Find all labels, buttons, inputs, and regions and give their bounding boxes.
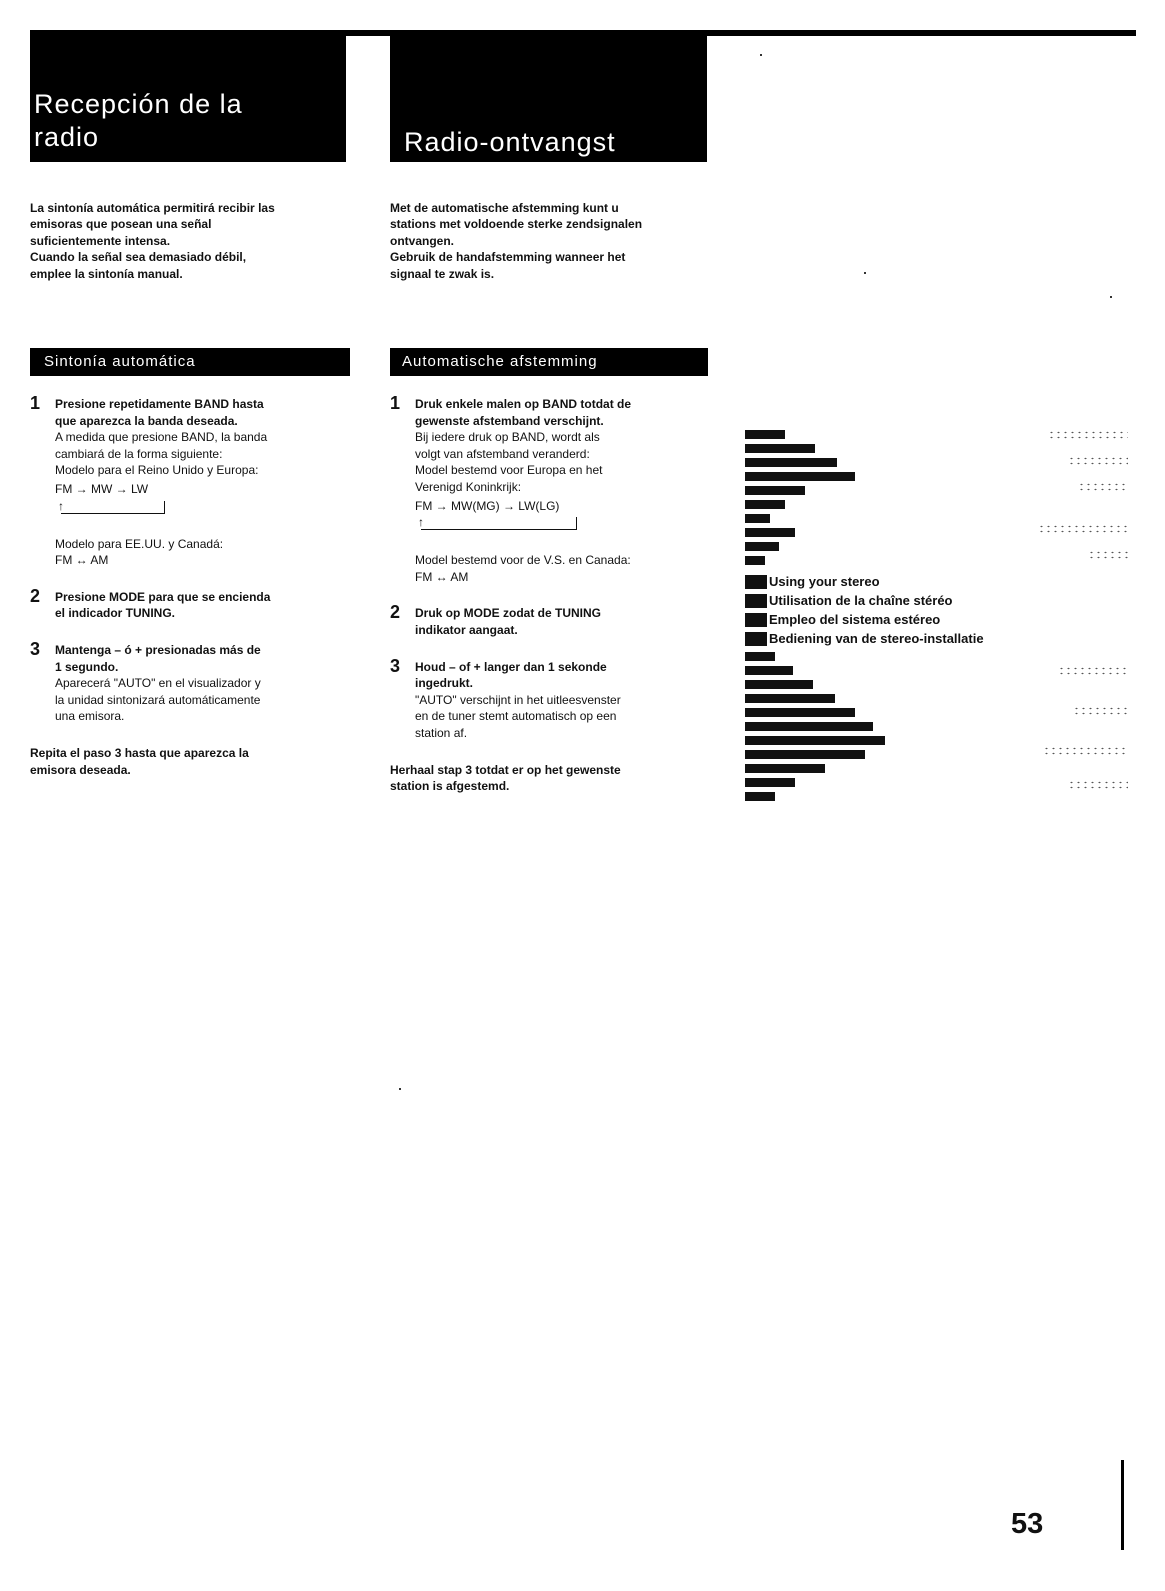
step-heading-line: gewenste afstemband verschijnt. [415, 413, 604, 428]
page-title-dutch: Radio-ontvangst [404, 127, 616, 157]
tab-entry [745, 629, 1128, 648]
tab-marker [745, 575, 767, 589]
step-body-line: station af. [415, 725, 468, 740]
step-body-line: una emisora. [55, 709, 125, 724]
scan-speck [864, 272, 866, 274]
tab-dots [1073, 706, 1128, 715]
step-heading-line: ingedrukt. [415, 676, 474, 691]
step-body-line: en de tuner stemt automatisch op een [415, 709, 617, 724]
intro-line: La sintonía automática permitirá recibir las [30, 201, 275, 215]
page-number: 53 [1011, 1508, 1044, 1540]
tab-bar [745, 542, 779, 551]
tab-bar [745, 486, 805, 495]
tab-bar [745, 556, 765, 565]
tab-bar [745, 458, 837, 467]
tab-marker [745, 632, 767, 646]
step-body-line: Bij iedere druk op BAND, wordt als [415, 430, 600, 445]
band-cycle-diagram [55, 481, 360, 514]
step-3 [30, 638, 360, 725]
step-2 [390, 602, 720, 638]
tab-bar [745, 514, 770, 523]
intro-line: emisoras que posean una señal [30, 217, 212, 232]
tab-bar [745, 680, 813, 689]
tab-entry [745, 591, 1128, 610]
scan-speck [1110, 296, 1112, 298]
step-body-line: A medida que presione BAND, la banda [55, 430, 268, 445]
step-heading-line: Druk enkele malen op BAND totdat de [415, 397, 632, 411]
intro-line: ontvangen. [390, 233, 455, 248]
section-heading-dutch: Automatische afstemming [390, 348, 708, 376]
step-number: 3 [30, 638, 41, 659]
loop-line [61, 513, 165, 514]
tab-bar [745, 666, 793, 675]
loop-end [576, 517, 577, 530]
closing-line: emisora deseada. [30, 762, 131, 777]
step-heading-line: Houd – of + langer dan 1 sekonde [415, 659, 607, 674]
step-body-line: cambiará de la forma siguiente: [55, 446, 223, 461]
tab-dots [1038, 524, 1128, 533]
step-body-line: Model bestemd voor de V.S. en Canada: [415, 553, 631, 568]
step-3 [390, 655, 720, 742]
band-sequence: FM → MW → LW [55, 481, 149, 496]
step-heading-line: indikator aangaat. [415, 622, 518, 637]
tab-bar [745, 764, 825, 773]
step-number: 1 [30, 393, 41, 413]
tab-bar [745, 500, 785, 509]
tab-dots [1058, 666, 1128, 675]
step-number: 2 [30, 585, 41, 606]
tab-bar [745, 722, 873, 731]
step-1 [30, 393, 360, 569]
step-heading-line: que aparezca la banda deseada. [55, 413, 238, 428]
tab-index-thumbnail [745, 426, 1128, 803]
section-heading-spanish: Sintonía automática [30, 348, 350, 376]
tab-bar [745, 652, 775, 661]
step-body-line: Modelo para EE.UU. y Canadá: [55, 536, 224, 551]
loop-arrow [415, 516, 720, 530]
closing-line: Repita el paso 3 hasta que aparezca la [30, 745, 249, 760]
intro-line: Cuando la señal sea demasiado débil, [30, 250, 247, 265]
page-edge-line [1121, 1460, 1124, 1550]
intro-line: suficientemente intensa. [30, 233, 171, 248]
intro-line: Gebruik de handafstemming wanneer het [390, 250, 626, 265]
intro-dutch [390, 200, 720, 282]
loop-end [164, 501, 165, 514]
tab-bar [745, 792, 775, 801]
step-number: 2 [390, 602, 401, 623]
step-body-line: Model bestemd voor Europa en het [415, 463, 603, 478]
closing-note-spanish [30, 745, 360, 778]
step-body-line: la unidad sintonizará automáticamente [55, 692, 261, 707]
tab-bar [745, 528, 795, 537]
step-heading-line: Mantenga – ó + presionadas más de [55, 642, 261, 657]
step-2 [30, 585, 360, 622]
steps-dutch [390, 393, 720, 795]
title-block-spanish [30, 30, 346, 162]
intro-line: stations met voldoende sterke zendsignalen [390, 217, 643, 232]
tab-bar [745, 694, 835, 703]
tab-dots [1078, 482, 1128, 491]
tab-marker [745, 594, 767, 608]
step-body-line: volgt van afstemband veranderd: [415, 446, 590, 461]
tab-label: Bediening van de stereo-installatie [769, 629, 987, 648]
tab-bar [745, 708, 855, 717]
title-line: Recepción de la [34, 89, 243, 119]
band-sequence: FM ↔ AM [55, 553, 109, 568]
tab-label: Using your stereo [769, 572, 883, 591]
arrow-up-icon: ↑ [418, 515, 424, 530]
step-heading-line: 1 segundo. [55, 659, 119, 674]
scan-speck [399, 1088, 401, 1090]
step-body-line: Verenigd Koninkrijk: [415, 479, 522, 494]
tab-bar [745, 472, 855, 481]
arrow-up-icon: ↑ [58, 498, 64, 513]
tab-marker [745, 613, 767, 627]
tab-bar [745, 444, 815, 453]
tab-dots [1068, 780, 1128, 789]
intro-spanish [30, 200, 360, 282]
step-heading-line: Presione MODE para que se encienda [55, 589, 271, 604]
step-heading-line: Druk op MODE zodat de TUNING [415, 606, 601, 621]
closing-line: Herhaal stap 3 totdat er op het gewenste [390, 762, 621, 777]
step-body-line: Modelo para el Reino Unido y Europa: [55, 463, 259, 478]
tab-bar [745, 750, 865, 759]
tab-dots [1068, 456, 1128, 465]
step-body-line: "AUTO" verschijnt in het uitleesvenster [415, 692, 621, 707]
loop-line [421, 529, 577, 530]
closing-note-dutch [390, 762, 720, 795]
step-number: 1 [390, 393, 401, 413]
step-heading-line: el indicador TUNING. [55, 606, 176, 621]
tab-entry [745, 610, 1128, 629]
tab-dots [1048, 430, 1128, 439]
tab-bar [745, 736, 885, 745]
band-sequence: FM ↔ AM [415, 569, 469, 584]
step-number: 3 [390, 655, 401, 676]
band-cycle-diagram [415, 498, 720, 531]
intro-line: Met de automatische afstemming kunt u [390, 201, 619, 215]
closing-line: station is afgestemd. [390, 779, 510, 794]
step-body-line: Aparecerá "AUTO" en el visualizador y [55, 676, 261, 691]
tab-entry [745, 572, 1128, 591]
page-title-spanish [34, 88, 243, 154]
tab-bar [745, 430, 785, 439]
tab-dots [1043, 746, 1128, 755]
scan-speck [760, 54, 762, 56]
steps-spanish [30, 393, 360, 778]
tab-labels [745, 572, 1128, 648]
band-sequence: FM → MW(MG) → LW(LG) [415, 498, 560, 513]
step-heading-line: Presione repetidamente BAND hasta [55, 397, 264, 411]
intro-line: signaal te zwak is. [390, 266, 495, 281]
title-block-dutch [390, 30, 707, 162]
intro-line: emplee la sintonía manual. [30, 266, 183, 281]
tab-label: Empleo del sistema estéreo [769, 610, 943, 629]
loop-arrow [55, 500, 360, 514]
tab-label: Utilisation de la chaîne stéréo [769, 591, 956, 610]
step-1 [390, 393, 720, 585]
tab-dots [1088, 550, 1128, 559]
title-line: radio [34, 122, 100, 152]
tab-bar [745, 778, 795, 787]
